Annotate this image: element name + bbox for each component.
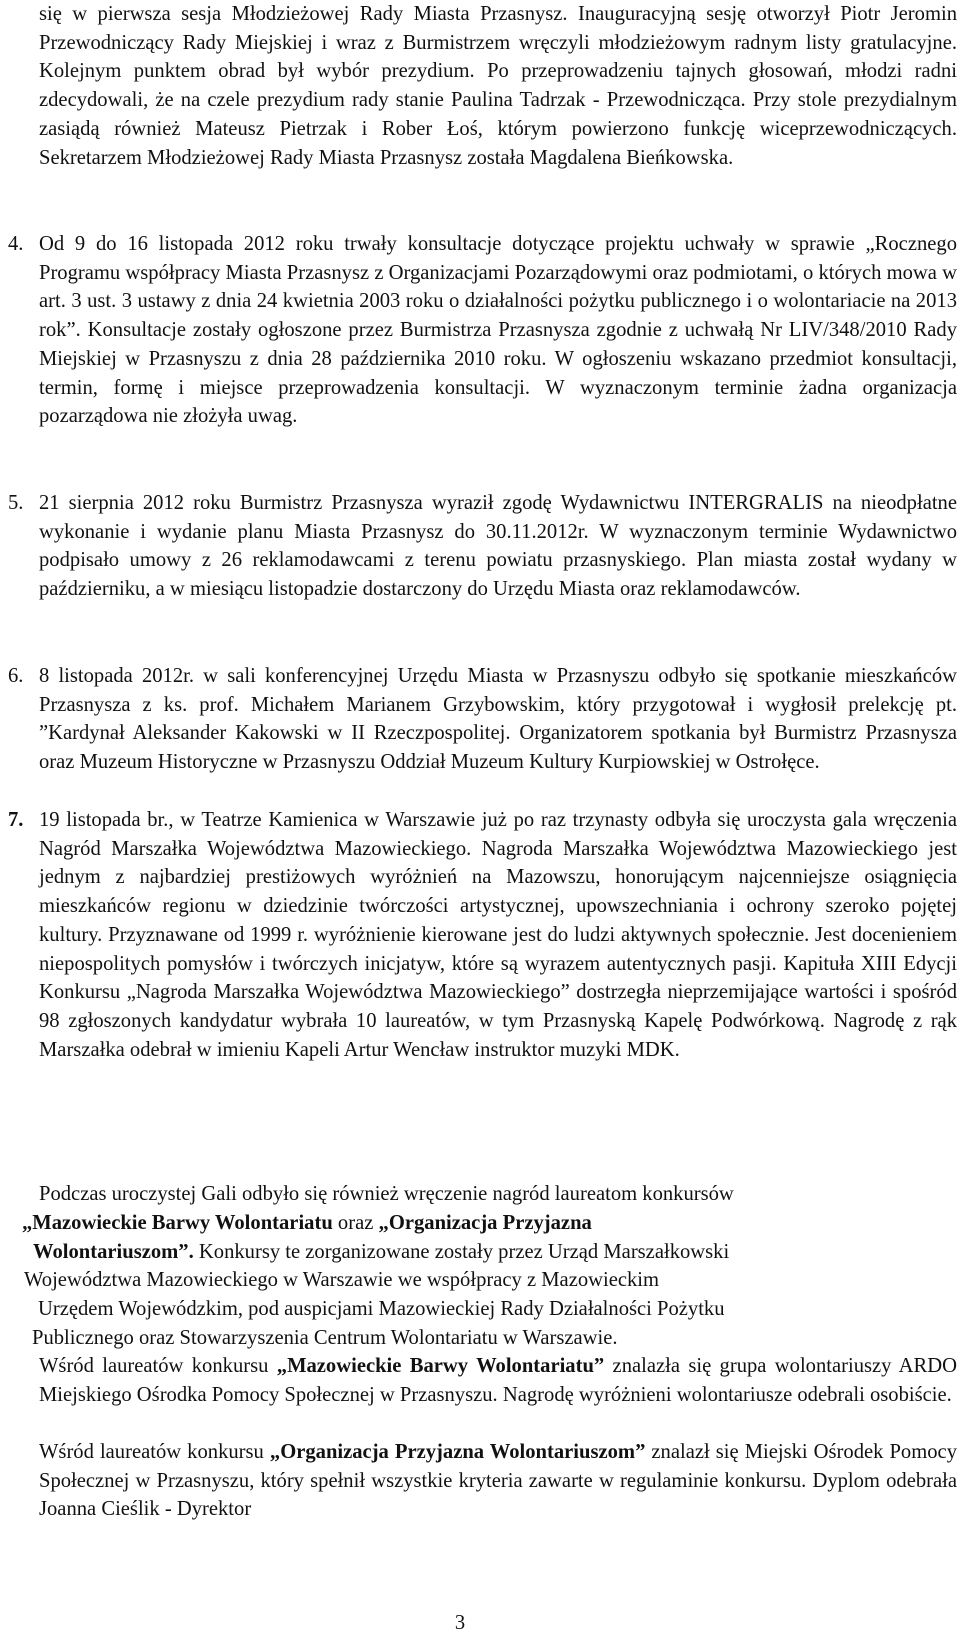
- page-number: 3: [454, 1612, 466, 1634]
- laureates-paragraph-1: Wśród laureatów konkursu „Mazowieckie Barwy Wolontariatu” znalazła się grupa wolontariuszy ARDO Miejskiego Ośrodka Pomocy Społecznej w Przasnyszu. Nagrodę wyróżnieni wolontariusze odebrali osobiście.: [39, 1355, 957, 1406]
- gala-contest-name-2b: Wolontariuszom”.: [33, 1241, 194, 1263]
- laureates-contest-1: „Mazowieckie Barwy Wolontariatu”: [276, 1355, 605, 1377]
- gala-line-4: Województwa Mazowieckiego w Warszawie we współpracy z Mazowieckim: [24, 1269, 660, 1291]
- intro-paragraph: się w pierwsza sesja Młodzieżowej Rady Miasta Przasnysz. Inauguracyjną sesję otworzył Piotr Jeromin Przewodniczący Rady Miejskiej i wraz z Burmistrzem wręczyli młodzieżowym radnym listy gratulacyjne. Kolejnym punktem obrad był wybór prezydium. Po przeprowadzeniu tajnych głosowań, młodzi radni zdecydowali, że na czele prezydium rady stanie Paulina Tadrzak - Przewodnicząca. Przy stole prezydialnym zasiądą również Mateusz Pietrzak i Rober Łoś, którym powierzono funkcję wiceprzewodniczących. Sekretarzem Młodzieżowej Rady Miasta Przasnysz została Magdalena Bieńkowska.: [39, 3, 957, 169]
- laureates-paragraph-2: Wśród laureatów konkursu „Organizacja Przyjazna Wolontariuszom” znalazł się Miejski Ośrodek Pomocy Społecznej w Przasnyszu, który spełnił wszystkie kryteria zawarte w regulaminie konkursu. Dyplom odebrała Joanna Cieślik - Dyrektor: [39, 1441, 957, 1521]
- gala-line-3-text: Konkursy te zorganizowane zostały przez Urząd Marszałkowski: [193, 1241, 730, 1263]
- gala-line-3: [33, 1238, 729, 1267]
- item-5-text: 21 sierpnia 2012 roku Burmistrz Przasnysza wyraził zgodę Wydawnictwu INTERGRALIS na nieodpłatne wykonanie i wydanie planu Miasta Przasnysz do 30.11.2012r. W wyznaczonym terminie Wydawnictwo podpisało umowy z 26 reklamodawcami z terenu powiatu przasnyskiego. Plan miasta został wydany w październiku, a w miesiącu listopadzie dostarczony do Urzędu Miasta oraz reklamodawców.: [39, 492, 957, 601]
- item-7-text: 19 listopada br., w Teatrze Kamienica w Warszawie już po raz trzynasty odbyła się uroczysta gala wręczenia Nagród Marszałka Województwa Mazowieckiego. Nagroda Marszałka Województwa Mazowieckiego jest jednym z najbardziej prestiżowych wyróżnień na Mazowszu, honorującym najcenniejsze osiągnięcia mieszkańców regionu w dziedzinie twórczości artystycznej, upowszechniania i ochrony szeroko pojętej kultury. Przyznawane od 1999 r. wyróżnienie kierowane jest do ludzi aktywnych społecznie. Jest docenieniem niepospolitych pomysłów i twórczych inicjatyw, które są wyrazem autentycznych pasji. Kapituła XIII Edycji Konkursu „Nagroda Marszałka Województwa Mazowieckiego” dostrzegła nieprzemijające wartości i spośród 98 zgłoszonych kandydatur wybrała 10 laureatów, w tym Przasnyską Kapelę Podwórkową. Nagrodę z rąk Marszałka odebrał w imieniu Kapeli Artur Wencław instruktor muzyki MDK.: [39, 809, 957, 1061]
- gala-contest-name-1: „Mazowieckie Barwy Wolontariatu: [22, 1212, 333, 1234]
- item-4-text: Od 9 do 16 listopada 2012 roku trwały konsultacje dotyczące projektu uchwały w sprawie „Rocznego Programu współpracy Miasta Przasnysz z Organizacjami Pozarządowymi oraz podmiotami, o których mowa w art. 3 ust. 3 ustawy z dnia 24 kwietnia 2003 roku o działalności pożytku publicznego i o wolontariacie na 2013 rok”. Konsultacje zostały ogłoszone przez Burmistrza Przasnysza zgodnie z uchwałą Nr LIV/348/2010 Rady Miejskiej w Przasnyszu z dnia 28 października 2010 roku. W ogłoszeniu wskazano przedmiot konsultacji, termin, formę i miejsce przeprowadzenia konsultacji. W wyznaczonym terminie żadna organizacja pozarządowa nie złożyła uwag.: [39, 233, 957, 428]
- item-7-number: 7.: [8, 809, 24, 831]
- gala-line-5: Urzędem Wojewódzkim, pod auspicjami Mazowieckiej Rady Działalności Pożytku: [38, 1298, 725, 1320]
- gala-line-1: Podczas uroczystej Gali odbyło się również wręczenie nagród laureatom konkursów: [39, 1183, 734, 1205]
- item-4-number: 4.: [8, 233, 24, 255]
- gala-line-6: Publicznego oraz Stowarzyszenia Centrum Wolontariatu w Warszawie.: [32, 1327, 618, 1349]
- laureates-contest-2: „Organizacja Przyjazna Wolontariuszom”: [269, 1441, 646, 1463]
- gala-contest-name-2a: „Organizacja Przyjazna: [378, 1212, 592, 1234]
- item-6-number: 6.: [8, 665, 24, 687]
- gala-line-2: [22, 1209, 592, 1238]
- gala-conjunction: oraz: [332, 1212, 379, 1234]
- item-6-text: 8 listopada 2012r. w sali konferencyjnej Urzędu Miasta w Przasnyszu odbyło się spotkanie mieszkańców Przasnysza z ks. prof. Michałem Marianem Grzybowskim, który przygotował i wygłosił prelekcję pt. ”Kardynał Aleksander Kakowski w II Rzeczpospolitej. Organizatorem spotkania był Burmistrz Przasnysza oraz Muzeum Historyczne w Przasnyszu Oddział Muzeum Kultury Kurpiowskiej w Ostrołęce.: [39, 665, 957, 774]
- item-5-number: 5.: [8, 492, 24, 514]
